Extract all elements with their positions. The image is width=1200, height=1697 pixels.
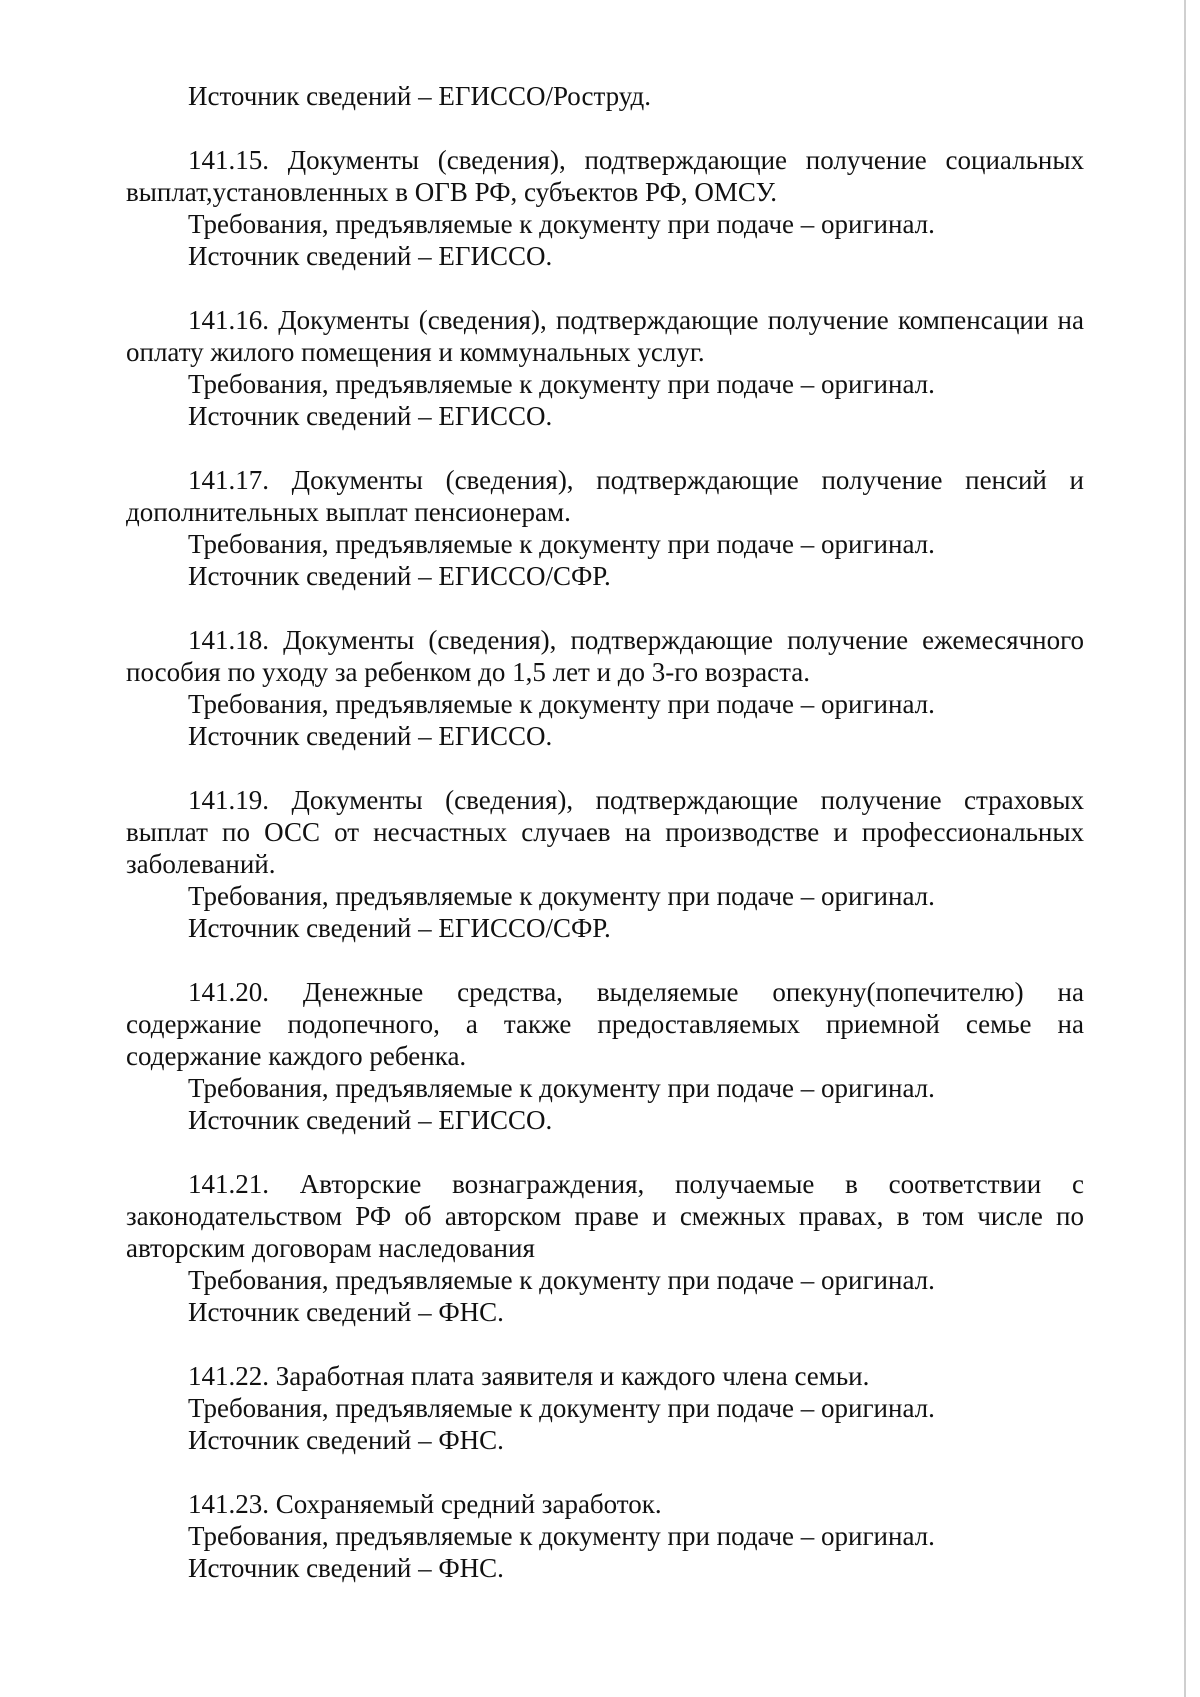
item-source: Источник сведений – ЕГИССО. bbox=[188, 721, 553, 751]
item-141-16 bbox=[126, 304, 1084, 432]
paragraph-gap bbox=[126, 592, 1084, 624]
item-requirements: Требования, предъявляемые к документу при подаче – оригинал. bbox=[188, 1073, 935, 1103]
item-source: Источник сведений – ЕГИССО/СФР. bbox=[188, 561, 611, 591]
item-141-19 bbox=[126, 784, 1084, 944]
item-141-22 bbox=[126, 1360, 1084, 1456]
item-141-23 bbox=[126, 1488, 1084, 1584]
item-text: 141.17. Документы (сведения), подтверждающие получение пенсий и дополнительных выплат пенсионерам. bbox=[126, 465, 1084, 527]
item-141-21 bbox=[126, 1168, 1084, 1328]
paragraph-gap bbox=[126, 1456, 1084, 1488]
paragraph-gap bbox=[126, 1328, 1084, 1360]
item-text: 141.19. Документы (сведения), подтверждающие получение страховых выплат по ОСС от несчастных случаев на производстве и профессиональных заболеваний. bbox=[126, 785, 1084, 879]
paragraph-gap bbox=[126, 1136, 1084, 1168]
item-141-20 bbox=[126, 976, 1084, 1136]
item-requirements: Требования, предъявляемые к документу при подаче – оригинал. bbox=[188, 1521, 935, 1551]
document-body bbox=[126, 80, 1084, 1584]
item-text: 141.18. Документы (сведения), подтверждающие получение ежемесячного пособия по уходу за ребенком до 1,5 лет и до 3-го возраста. bbox=[126, 625, 1084, 687]
item-text: 141.21. Авторские вознаграждения, получаемые в соответствии с законодательством РФ об авторском праве и смежных правах, в том числе по авторским договорам наследования bbox=[126, 1169, 1084, 1263]
paragraph-gap bbox=[126, 272, 1084, 304]
item-141-17 bbox=[126, 464, 1084, 592]
item-text: 141.22. Заработная плата заявителя и каждого члена семьи. bbox=[188, 1361, 870, 1391]
item-source: Источник сведений – ЕГИССО. bbox=[188, 401, 553, 431]
paragraph-gap bbox=[126, 432, 1084, 464]
item-141-18 bbox=[126, 624, 1084, 752]
paragraph-gap bbox=[126, 752, 1084, 784]
item-source: Источник сведений – ЕГИССО/СФР. bbox=[188, 913, 611, 943]
item-requirements: Требования, предъявляемые к документу при подаче – оригинал. bbox=[188, 529, 935, 559]
item-source: Источник сведений – ЕГИССО. bbox=[188, 241, 553, 271]
item-source: Источник сведений – ФНС. bbox=[188, 1297, 504, 1327]
item-141-15 bbox=[126, 144, 1084, 272]
item-requirements: Требования, предъявляемые к документу при подаче – оригинал. bbox=[188, 1265, 935, 1295]
item-requirements: Требования, предъявляемые к документу при подаче – оригинал. bbox=[188, 881, 935, 911]
intro-source-line: Источник сведений – ЕГИССО/Роструд. bbox=[188, 81, 652, 111]
paragraph-gap bbox=[126, 944, 1084, 976]
item-requirements: Требования, предъявляемые к документу при подаче – оригинал. bbox=[188, 369, 935, 399]
item-requirements: Требования, предъявляемые к документу при подаче – оригинал. bbox=[188, 209, 935, 239]
item-source: Источник сведений – ФНС. bbox=[188, 1425, 504, 1455]
scan-edge-line bbox=[1184, 0, 1186, 1697]
item-source: Источник сведений – ЕГИССО. bbox=[188, 1105, 553, 1135]
item-text: 141.15. Документы (сведения), подтверждающие получение социальных выплат,установленных в ОГВ РФ, субъектов РФ, ОМСУ. bbox=[126, 145, 1084, 207]
item-text: 141.23. Сохраняемый средний заработок. bbox=[188, 1489, 662, 1519]
item-text: 141.16. Документы (сведения), подтверждающие получение компенсации на оплату жилого помещения и коммунальных услуг. bbox=[126, 305, 1084, 367]
item-requirements: Требования, предъявляемые к документу при подаче – оригинал. bbox=[188, 1393, 935, 1423]
paragraph-gap bbox=[126, 112, 1084, 144]
item-source: Источник сведений – ФНС. bbox=[188, 1553, 504, 1583]
item-requirements: Требования, предъявляемые к документу при подаче – оригинал. bbox=[188, 689, 935, 719]
item-text: 141.20. Денежные средства, выделяемые опекуну(попечителю) на содержание подопечного, а также предоставляемых приемной семье на содержание каждого ребенка. bbox=[126, 977, 1084, 1071]
